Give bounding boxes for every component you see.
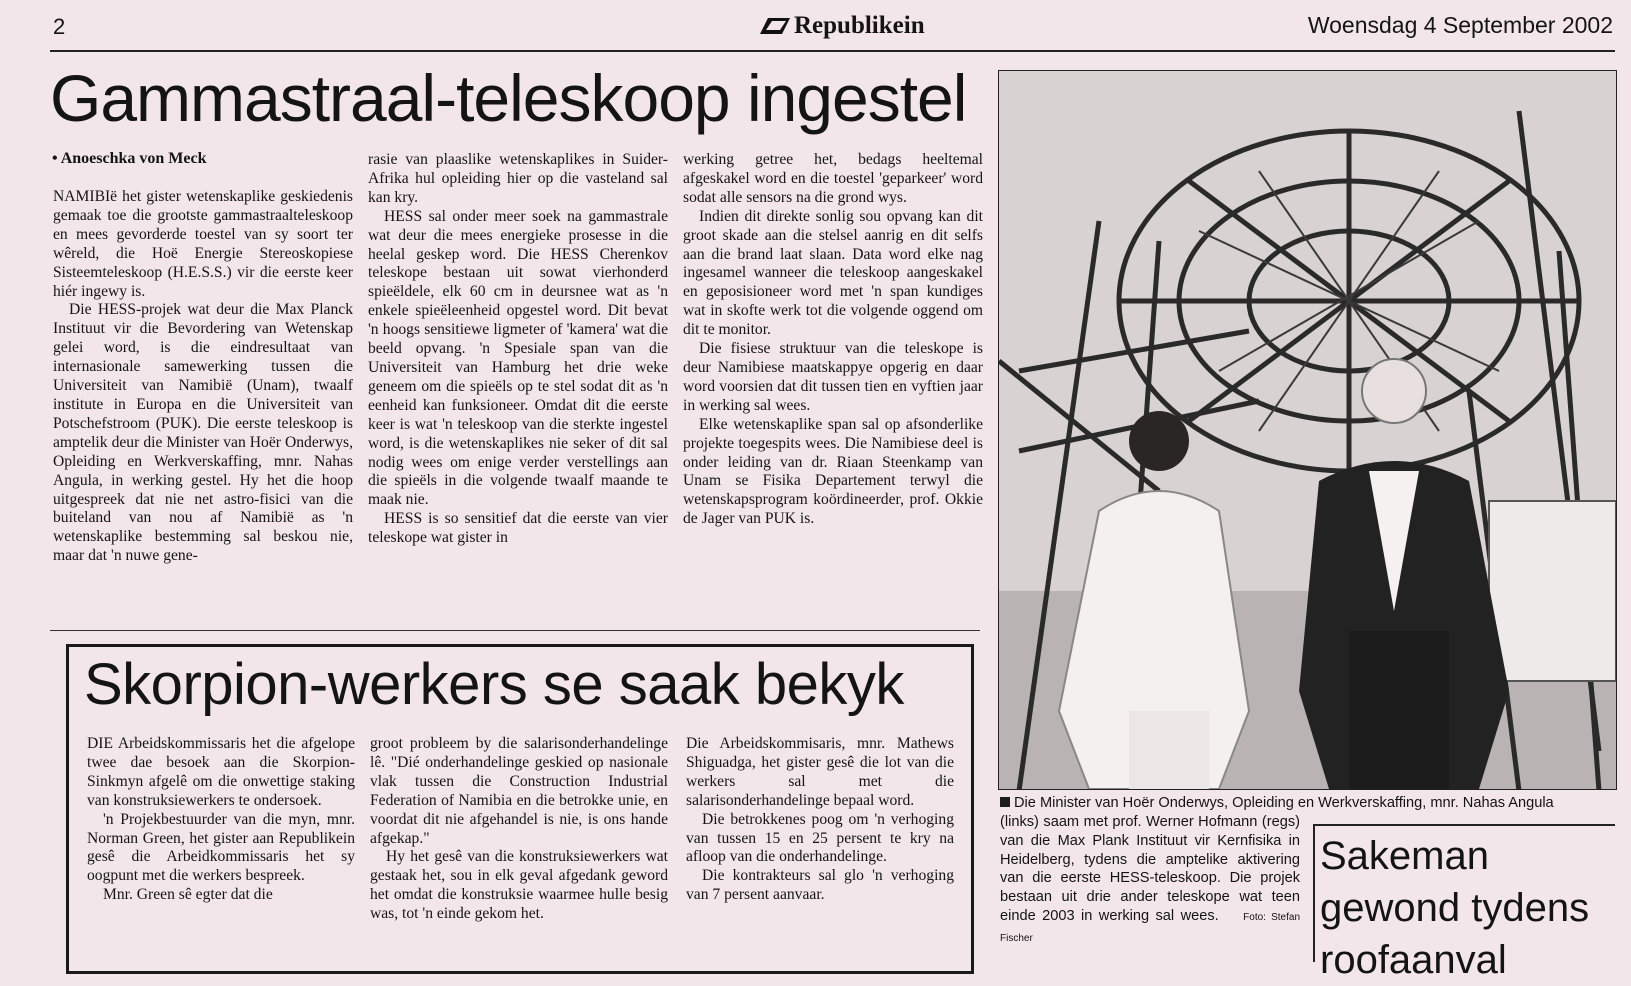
- caption-bullet-icon: [1000, 797, 1010, 807]
- paragraph: groot probleem by die salarisonderhandelinge lê. "Dié onderhandelinge geskied op nasionale vlak tussen die Construction Industrial Federation of Namibia en die betrokke unie, en voordat dit nie afgehandel is nie, is ons hande afgekap.": [370, 735, 668, 847]
- article3-headline: Sakeman gewond tydens roofaanval: [1320, 834, 1590, 982]
- article1-column-1: [53, 188, 353, 566]
- caption-text: Die Minister van Hoër Onderwys, Opleiding en Werkverskaffing, mnr. Nahas Angula: [1014, 795, 1554, 811]
- masthead-title: Republikein: [794, 12, 925, 39]
- article1-column-3: [683, 151, 983, 529]
- article1-column-2: [368, 151, 668, 548]
- paragraph: DIE Arbeidskommissaris het die afgelope twee dae besoek aan die Skorpion-Sinkmyn afgelê om die onwettige staking van konstruksiewerkers te ondersoek.: [87, 735, 355, 809]
- section-divider: [50, 630, 980, 631]
- paragraph: Hy het gesê van die konstruksiewerkers wat gestaak het, sou in elk geval afgedank geword het omdat die konstruksie waarmee hulle besig was, tot 'n einde gekom het.: [370, 848, 668, 923]
- header-rule: [50, 50, 1615, 52]
- photo-credit: Foto: Stefan Fischer: [1000, 911, 1301, 944]
- article1-headline: Gammastraal-teleskoop ingestel: [50, 61, 967, 135]
- paragraph: werking getree het, bedags heeltemal afgeskakel word en die toestel 'geparkeer' word sodat alle sensors na die grond wys.: [683, 151, 983, 206]
- issue-date: Woensdag 4 September 2002: [1307, 12, 1613, 38]
- page-number: 2: [53, 14, 66, 39]
- photo-caption: [1000, 813, 1300, 949]
- paragraph: Die HESS-projek wat deur die Max Planck Instituut vir die Bevordering van Wetenskap gelei word, is die eindresultaat van internasionale samewerking tussen die Universiteit van Namibië (Unam), twaalf institute in Europa en die Universiteit van Potschefstroom (PUK). Die eerste teleskoop is amptelik deur die Minister van Hoër Onderwys, Opleiding en Werkverskaffing, mnr. Nahas Angula, in werking gestel. Hy het die hoop uitgespreek dat nie net astro-fisici van die buiteland van nou af Namibië as 'n wetenskaplike bestemming sal beskou nie, maar dat 'n nuwe gene-: [53, 301, 353, 565]
- paragraph: HESS sal onder meer soek na gammastrale wat deur die mees energieke prosesse in die heelal geskep word. Die HESS Cherenkov teleskope bestaan uit sowat vierhonderd spieëldele, elk 60 cm in deursnee wat as 'n enkele spieëleenheid opgestel word. Dit bevat 'n hoogs sensitiewe ligmeter of 'kamera' wat die beeld opvang. 'n Spesiale span van die Universiteit van Hamburg het drie weke geneem om die spieëls op te stel sodat dit as 'n eenheid kan funksioneer. Omdat dit die eerste keer is wat 'n teleskoop van die sterkte ingestel word, is die wetenskaplikes nie seker of dit sal nodig wees om enige verder verstellings aan die spieëls in die volgende twaalf maande te maak nie.: [368, 207, 668, 509]
- paragraph: NAMIBIë het gister wetenskaplike geskiedenis gemaak toe die grootste gammastraalteleskoop en mees gevorderde toestel van sy soort ter wêreld, die Hoë Energie Stereoskopiese Sisteemteleskoop (H.E.S.S.) vir die eerste keer hiér ingewy is.: [53, 188, 353, 300]
- article2-column-3: [686, 735, 954, 905]
- telescope-photo: [998, 70, 1617, 790]
- photo-caption-first-line: [1000, 794, 1616, 813]
- paragraph: HESS is so sensitief dat die eerste van vier teleskope wat gister in: [368, 510, 668, 547]
- paragraph: Die Arbeidskommisaris, mnr. Mathews Shiguadga, het gister gesê die lot van die werkers sal met die salarisonderhandelinge bepaal word.: [686, 735, 954, 809]
- paragraph: Elke wetenskaplike span sal op afsonderlike projekte toegespits wees. Die Namibiese deel is onder leiding van dr. Riaan Steenkamp van Unam se Fisika Departement terwyl die wetenskapsprogram koördineerder, prof. Okkie de Jager van PUK is.: [683, 415, 983, 528]
- article2-column-1: [87, 735, 355, 905]
- column-rule: [1313, 824, 1315, 962]
- paragraph: Die betrokkenes poog om 'n verhoging van tussen 15 en 25 persent te kry na afloop van die onderhandelinge.: [686, 810, 954, 866]
- paragraph: 'n Projekbestuurder van die myn, mnr. Norman Green, het gister aan Republikein gesê die Arbeidkommissaris het sy oogpunt met die werkers bespreek.: [87, 810, 355, 885]
- masthead-logo-icon: [760, 16, 790, 36]
- article2-column-2: [370, 735, 668, 924]
- paragraph: rasie van plaaslike wetenskaplikes in Suider-Afrika hul opleiding hier op die vasteland sal kan kry.: [368, 151, 668, 206]
- article2-headline: Skorpion-werkers se saak bekyk: [84, 652, 904, 717]
- paragraph: Die fisiese struktuur van die teleskope is deur Namibiese maatskappye opgerig en daar word voorsien dat dit tussen tien en vyftien jaar in werking sal wees.: [683, 340, 983, 414]
- paragraph: Indien dit direkte sonlig sou opvang kan dit groot skade aan die stelsel aanrig en dit selfs aan die brand laat slaan. Data word elke nag ingesamel wanneer die teleskoop aangeskakel en geposisioneer word met 'n span kundiges wat in skofte werk tot die volgende oggend om dit te monitor.: [683, 207, 983, 339]
- column-rule: [1313, 824, 1615, 826]
- caption-text: (links) saam met prof. Werner Hofmann (regs) van die Max Plank Instituut vir Kernfisika in Heidelberg, tydens die amptelike aktivering van die eerste HESS-teleskoop. Die projek bestaan uit drie ander teleskope wat teen einde 2003 in werking sal wees.: [1000, 814, 1300, 924]
- paragraph: Mnr. Green sê egter dat die: [103, 886, 273, 904]
- paragraph: Die kontrakteurs sal glo 'n verhoging van 7 persent aanvaar.: [686, 867, 954, 904]
- article1-byline: • Anoeschka von Meck: [52, 150, 207, 167]
- masthead: [760, 12, 925, 40]
